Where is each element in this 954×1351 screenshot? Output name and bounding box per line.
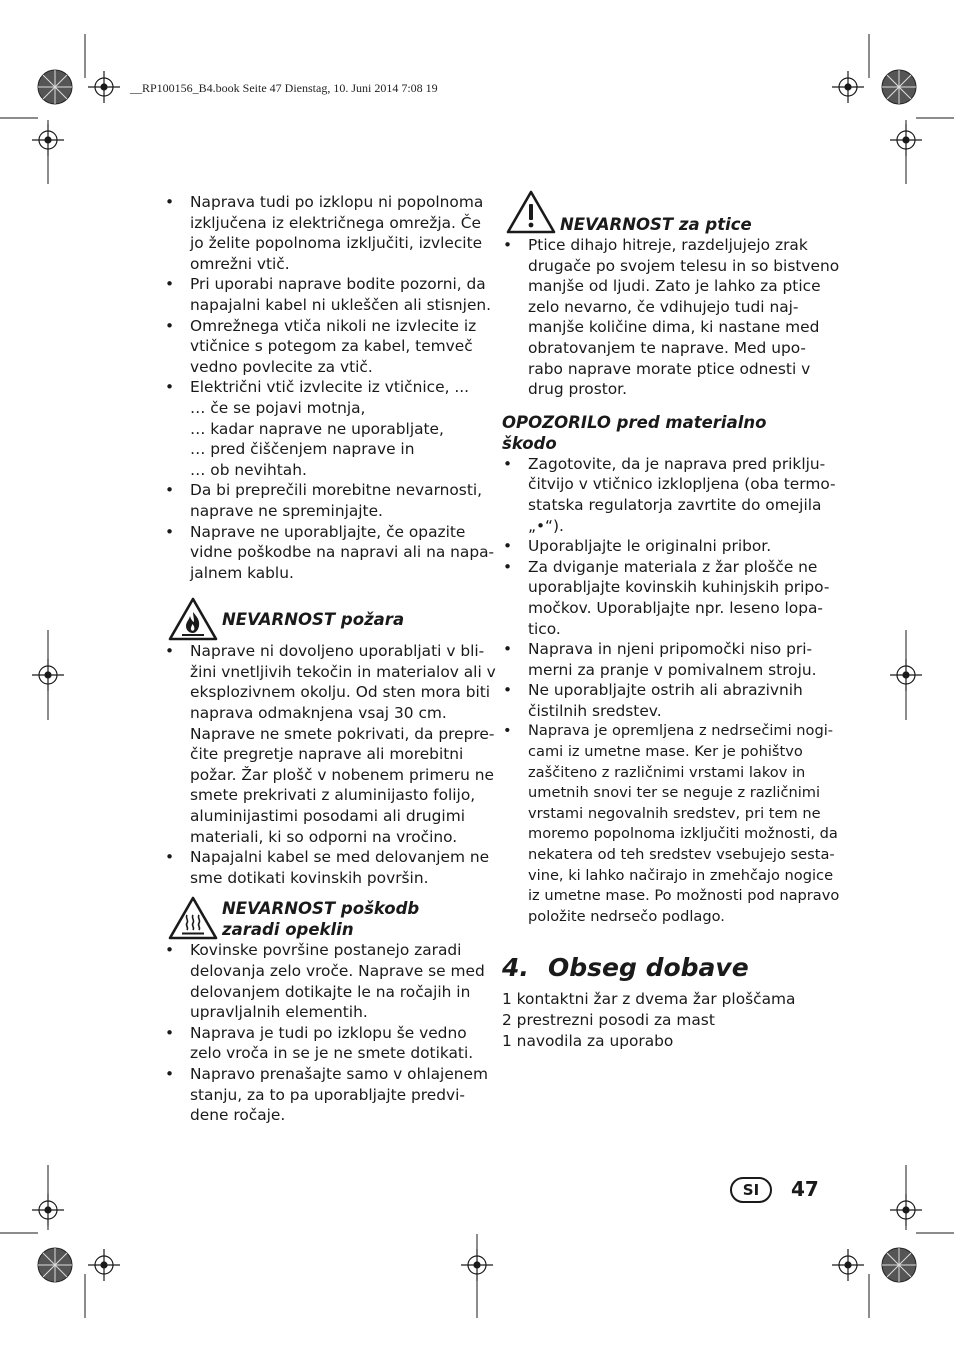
chapter-heading [502,953,824,983]
burn-warning-title: NEVARNOST poškodb zaradi opeklin [222,899,420,940]
intro-bullet-4: • Električni vtič izvlecite iz vtičnice, ... … če se pojavi motnja, … kadar naprave ne uporabljate, … pred čiščenjem naprave in … ob nevihtah. [164,377,486,480]
burn-bullet-3: • Napravo prenašajte samo v ohlajenem stanju, za to pa uporabljajte predvi- dene ročaje. [164,1064,486,1126]
burn-bullet-2: • Naprava je tudi po izklopu še vedno zelo vroča in se je ne smete dotikati. [164,1023,486,1064]
fire-bullet-1: • Naprave ni dovoljeno uporabljati v bli- žini vnetljivih tekočin in materialov ali v eksplozivnem okolju. Od sten mora biti naprava odmaknjena vsaj 30 cm. Naprave ne smete pokrivati, da prepre- čite pregretje naprave ali morebitni požar. Žar plošč v nobenem primeru ne smete prekrivati z aluminijasto folijo, aluminijastimi posodami ali drugimi materiali, ki so odporni na vročino. [164,641,486,847]
birds-warning-title: NEVARNOST za ptice [560,215,752,234]
material-warning-title: OPOZORILO pred materialno škodo [502,412,767,453]
hot-surface-warning-icon [168,896,218,940]
delivery-contents-list [502,989,824,1051]
intro-bullet-2: • Pri uporabi naprave bodite pozorni, da napajalni kabel ni ukleščen ali stisnjen. [164,274,486,315]
material-bullet-3: • Za dviganje materiala z žar plošče ne uporabljajte kovinskih kuhinjskih pripo- močkov. Uporabljajte npr. leseno lopa- tico. [502,557,824,639]
chapter-number: 4. [502,953,529,983]
material-small-bullet-list [502,721,840,927]
burn-warning-heading [164,896,486,940]
birds-bullet-list [502,235,840,400]
print-header: __RP100156_B4.book Seite 47 Dienstag, 10. Juni 2014 7:08 19 [130,81,438,95]
intro-bullet-list [164,192,495,583]
material-bullet-1: • Zagotovite, da je naprava pred priklju- čitvijo v vtičnico izklopljena (oba termo- statska regulatorja zavrtite do omejila „•“). [502,454,824,536]
language-badge: SI [730,1177,772,1203]
fire-warning-title: NEVARNOST požara [222,610,405,630]
material-bullet-4: • Naprava in njeni pripomočki niso pri- merni za pranje v pomivalnem stroju. [502,639,824,680]
fire-warning-icon [168,597,218,641]
chapter-title: Obseg dobave [548,953,749,983]
right-column [502,190,840,1051]
birds-warning-heading [502,190,824,235]
intro-bullet-5: • Da bi preprečili morebitne nevarnosti, naprave ne spreminjajte. [164,480,486,521]
delivery-item: 1 kontaktni žar z dvema žar ploščama [502,990,796,1009]
intro-bullet-1: • Naprava tudi po izklopu ni popolnoma izključena iz električnega omrežja. Če jo želite popolnoma izključiti, izvlecite omrežni vtič. [164,192,486,274]
material-bullet-6: • Naprava je opremljena z nedrsečimi nogi- cami iz umetne mase. Ker je pohištvo zaščiteno z različnimi vrstami lakov in umetnih snovi ter se neguje z različnimi vrstami negovalnih sredstev, pri tem ne moremo popolnoma izključiti možnosti, da nekatera od teh sredstev vsebujejo sesta- vine, ki lahko načirajo in zmehčajo nogice iz umetne mase. Po možnosti pod napravo položite nedrsečo podlago. [502,721,824,927]
material-bullet-list [502,454,836,722]
birds-bullet-1: • Ptice dihajo hitreje, razdeljujejo zrak drugače po svojem telesu in so bistveno manjše od ljudi. Zato je lahko za ptice zelo nevarno, če vdihujejo tudi naj- manjše količine dima, ki nastane med obratovanjem te naprave. Med upo- rabo naprave morate ptice odnesti v drug prostor. [502,235,824,400]
page-number: 47 [791,1177,819,1201]
material-bullet-2: • Uporabljajte le originalni pribor. [502,536,824,557]
delivery-item: 1 navodila za uporabo [502,1031,674,1050]
fire-warning-heading [164,597,486,641]
burn-bullet-1: • Kovinske površine postanejo zaradi delovanja zelo vroče. Naprave se med delovanjem dotikajte le na ročajih in upravljalnih elementih. [164,940,486,1022]
fire-bullet-2: • Napajalni kabel se med delovanjem ne sme dotikati kovinskih površin. [164,847,486,888]
delivery-item: 2 prestrezni posodi za mast [502,1011,715,1029]
burn-bullet-list [164,940,489,1125]
material-bullet-5: • Ne uporabljajte ostrih ali abrazivnih čistilnih sredstev. [502,680,824,721]
fire-bullet-list [164,641,496,888]
general-warning-icon [506,190,556,234]
left-column [164,192,496,1126]
intro-bullet-3: • Omrežnega vtiča nikoli ne izvlecite iz vtičnice s potegom za kabel, temveč vedno povlecite za vtič. [164,316,486,378]
intro-bullet-6: • Naprave ne uporabljajte, če opazite vidne poškodbe na napravi ali na napa- jalnem kablu. [164,522,486,584]
